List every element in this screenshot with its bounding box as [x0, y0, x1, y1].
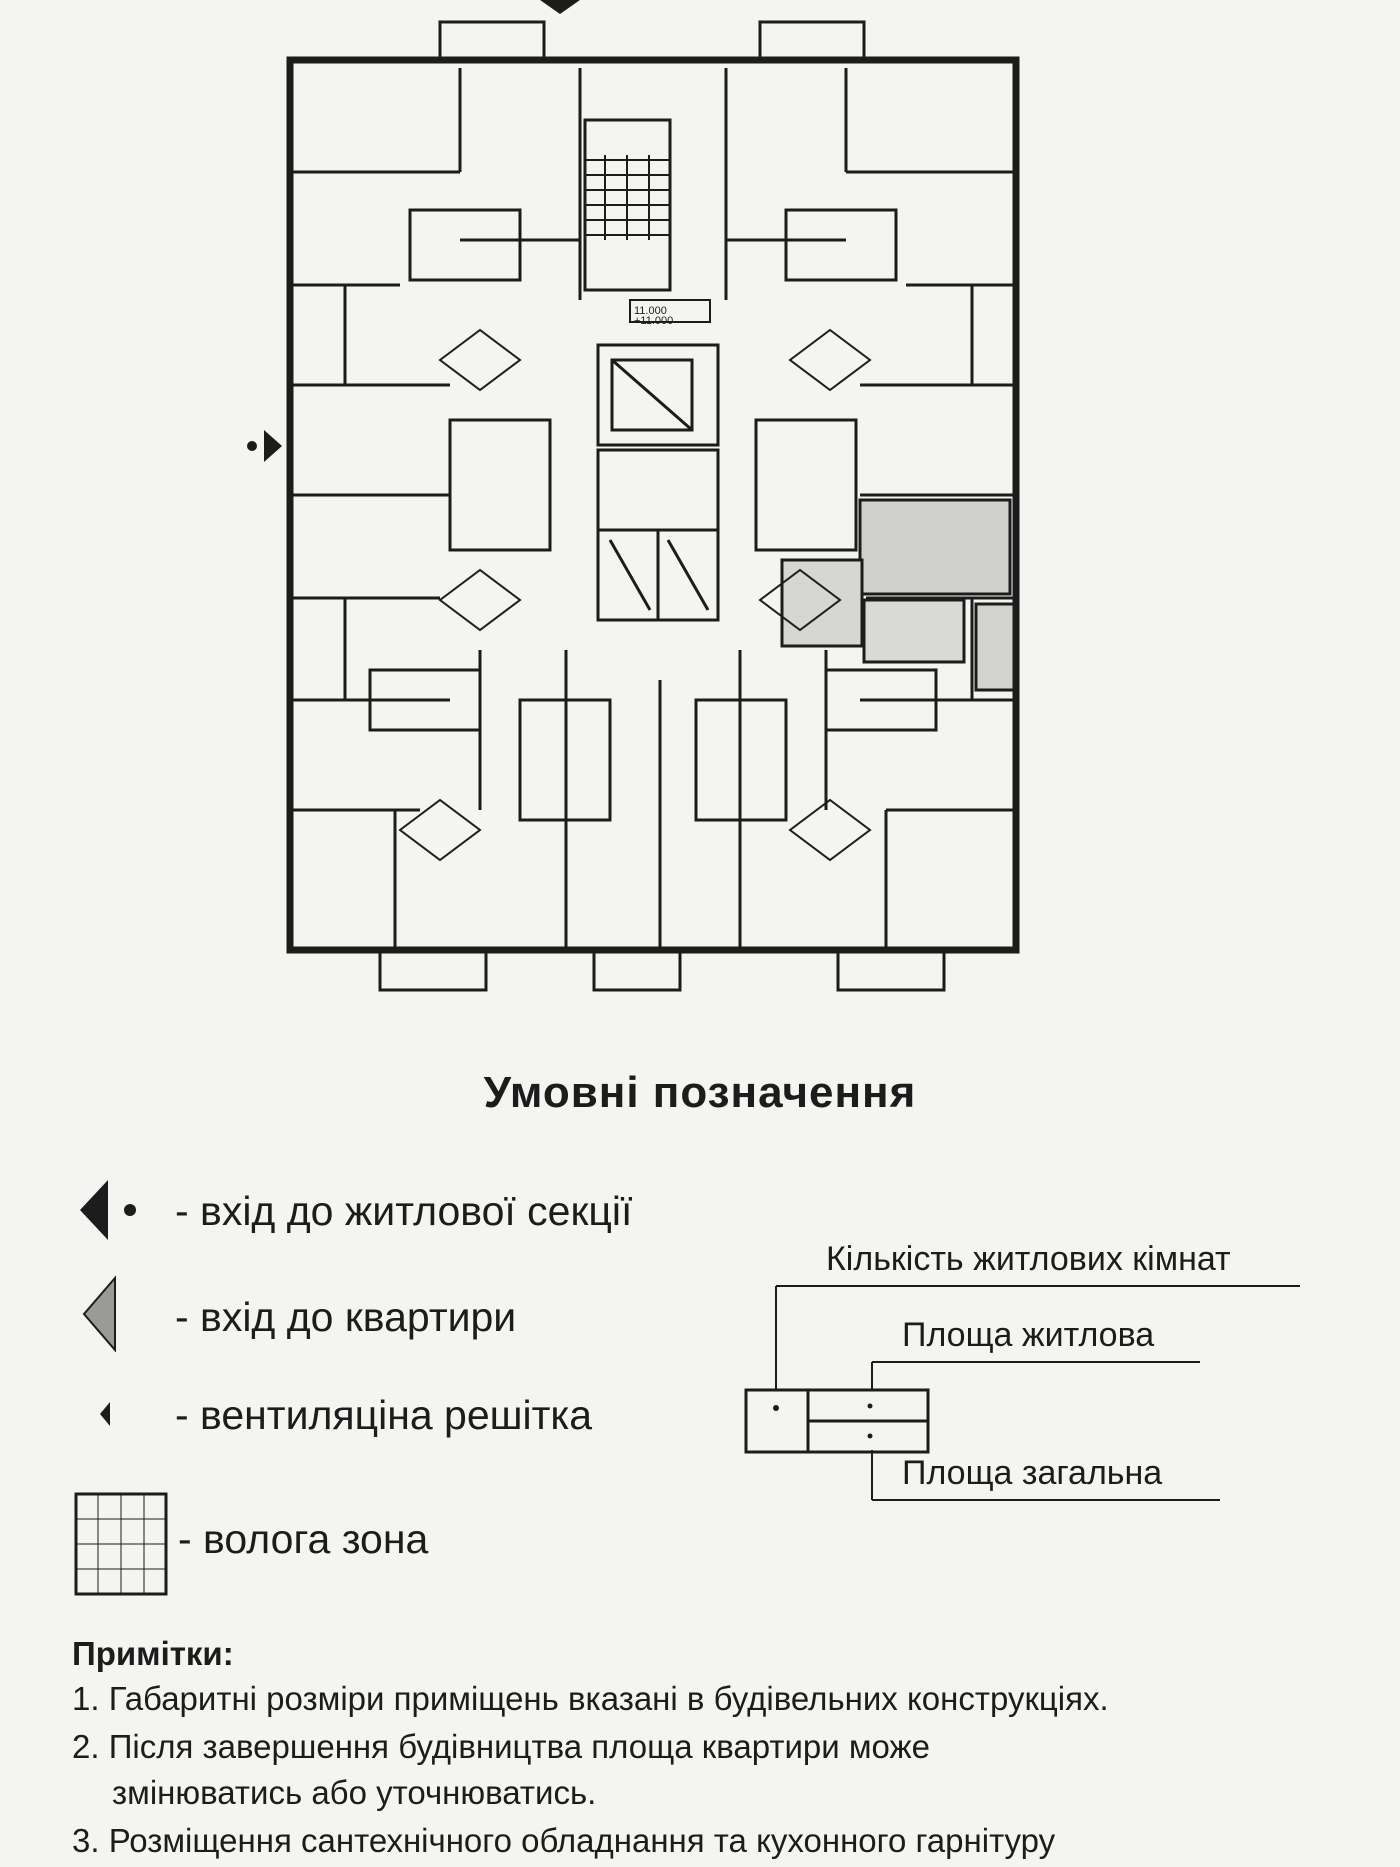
key-label-living-area: Площа житлова: [902, 1316, 1155, 1354]
level-marker-top: 11.000: [634, 305, 667, 317]
key-label-total-area: Площа загальна: [902, 1454, 1163, 1492]
note-1: 1. Габаритні розміри приміщень вказані в будівельних конструкціях.: [72, 1680, 1109, 1717]
legend-title: Умовні позначення: [483, 1068, 917, 1117]
legend-text-vent: - вентиляціна решітка: [175, 1392, 593, 1438]
notes-title: Примітки:: [72, 1635, 234, 1672]
highlight-room-2: [782, 560, 862, 646]
legend-text-wet-zone: - волога зона: [178, 1516, 429, 1562]
note-3: 3. Розміщення сантехнічного обладнання та кухонного гарнітуру: [72, 1822, 1056, 1859]
highlight-room-1: [860, 500, 1010, 594]
highlight-room-4: [976, 604, 1014, 690]
level-marker-bottom: +11.000: [634, 315, 674, 327]
balcony-bottom-right: [838, 950, 944, 990]
balcony-bottom-left: [380, 950, 486, 990]
top-entrance-marker: [540, 0, 580, 14]
balcony-bottom-middle: [594, 950, 680, 990]
balcony-top-right: [760, 22, 864, 60]
vent-grille-icon: [70, 1384, 150, 1444]
section-entrance-marker: [247, 430, 282, 462]
apartment-entrance-icon: [70, 1272, 150, 1352]
highlight-room-3: [864, 600, 964, 662]
legend-text-apartment-entrance: - вхід до квартири: [175, 1294, 517, 1340]
section-entrance-icon: [70, 1170, 150, 1250]
note-2-continued: змінюватись або уточнюватись.: [112, 1774, 597, 1811]
note-2: 2. Після завершення будівництва площа квартири може: [72, 1728, 930, 1765]
legend-text-section-entrance: - вхід до житлової секції: [175, 1188, 633, 1234]
key-label-rooms: Кількість житлових кімнат: [826, 1240, 1231, 1278]
balcony-top-left: [440, 22, 544, 60]
wet-zone-icon: [72, 1490, 172, 1602]
